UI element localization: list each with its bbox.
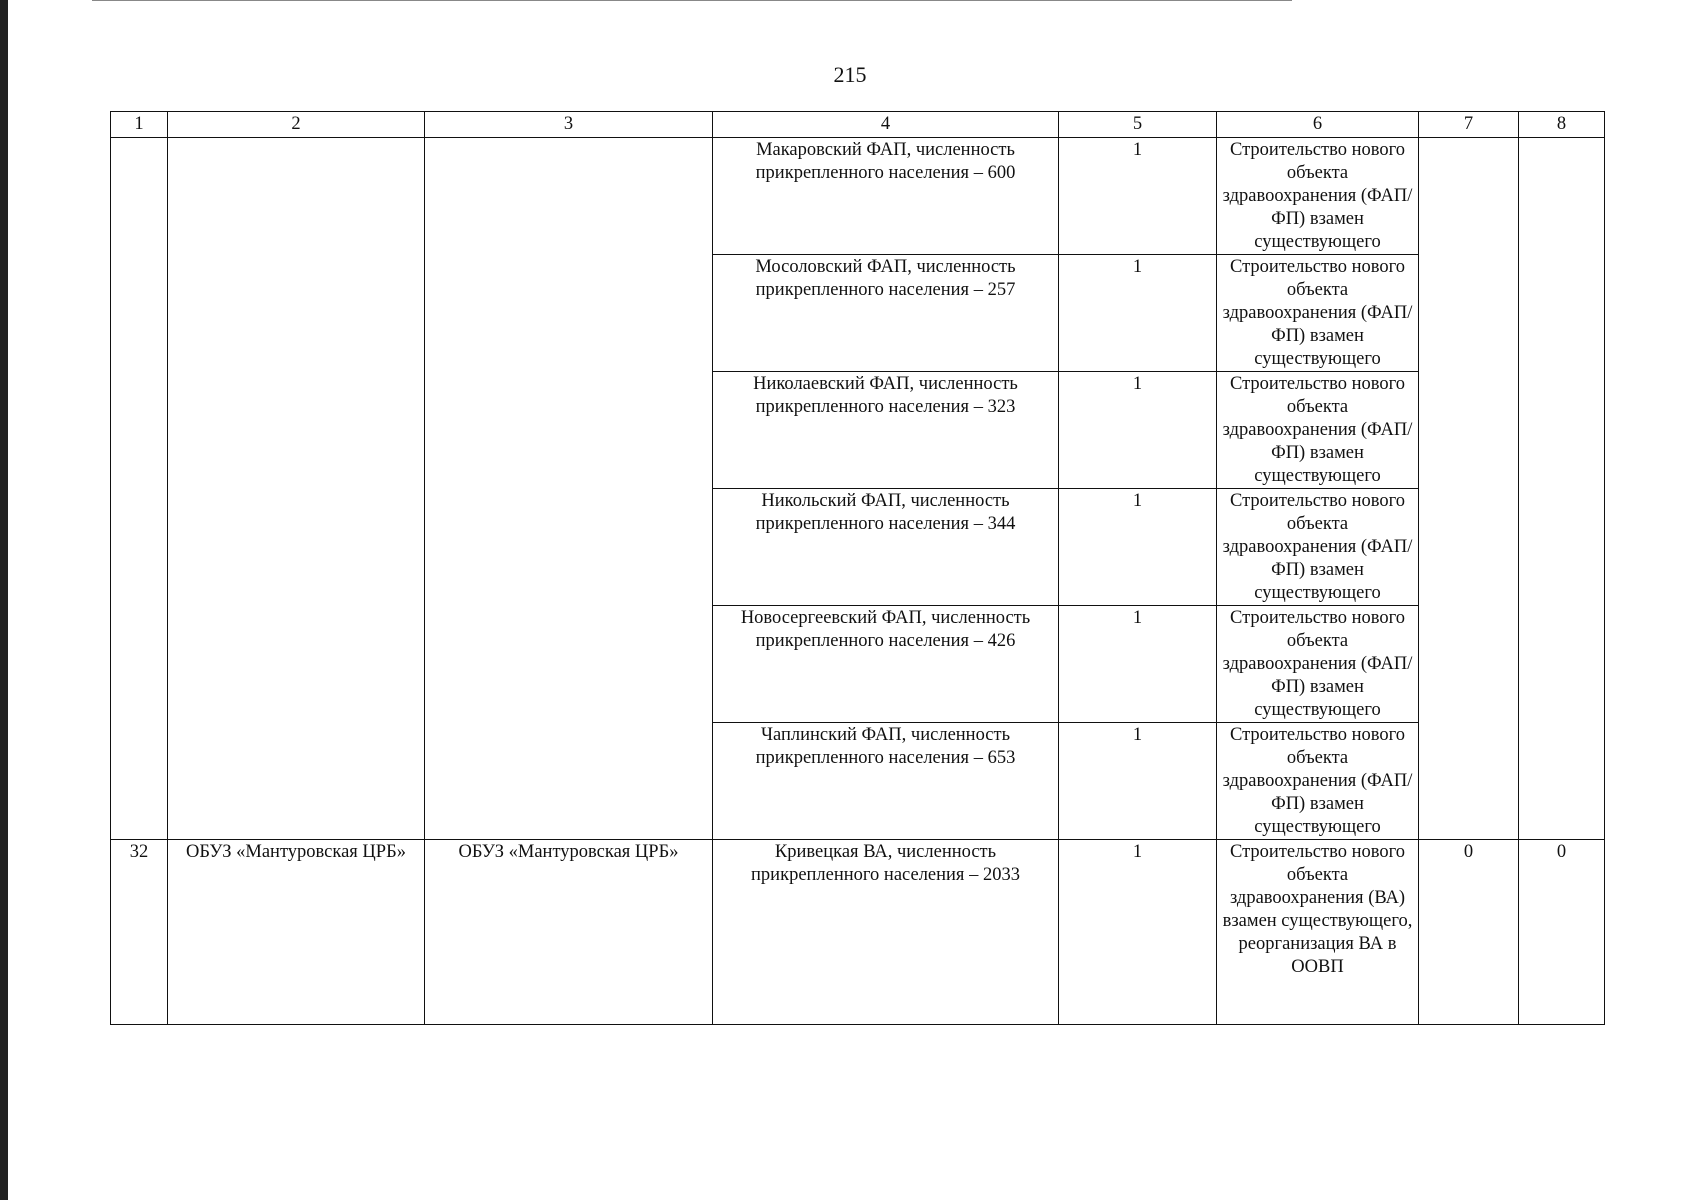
organization-cell: ОБУЗ «Мантуровская ЦРБ» — [168, 840, 425, 1025]
facility-cell: Николаевский ФАП, численность прикрепленного населения – 323 — [713, 372, 1059, 489]
facility-cell: Макаровский ФАП, численность прикрепленного населения – 600 — [713, 138, 1059, 255]
document-table — [110, 111, 1605, 1025]
table-header-row — [111, 112, 1605, 138]
facility-cell: Никольский ФАП, численность прикрепленного населения – 344 — [713, 489, 1059, 606]
header-cell: 5 — [1059, 112, 1217, 138]
count-cell: 1 — [1059, 489, 1217, 606]
header-cell: 1 — [111, 112, 168, 138]
organization-short-cell: ОБУЗ «Мантуровская ЦРБ» — [425, 840, 713, 1025]
header-cell: 2 — [168, 112, 425, 138]
col7-cell: 0 — [1419, 840, 1519, 1025]
empty-cell — [1419, 138, 1519, 840]
header-cell: 7 — [1419, 112, 1519, 138]
row-number-cell: 32 — [111, 840, 168, 1025]
empty-cell — [111, 138, 168, 840]
count-cell: 1 — [1059, 723, 1217, 840]
action-cell: Строительство нового объекта здравоохранения (ФАП/ФП) взамен существующего — [1217, 138, 1419, 255]
col8-cell: 0 — [1519, 840, 1605, 1025]
action-cell: Строительство нового объекта здравоохранения (ФАП/ФП) взамен существующего — [1217, 255, 1419, 372]
empty-cell — [168, 138, 425, 840]
top-rule — [92, 0, 1292, 1]
count-cell: 1 — [1059, 255, 1217, 372]
facility-cell: Новосергеевский ФАП, численность прикрепленного населения – 426 — [713, 606, 1059, 723]
header-cell: 4 — [713, 112, 1059, 138]
action-cell: Строительство нового объекта здравоохранения (ФАП/ФП) взамен существующего — [1217, 372, 1419, 489]
facility-cell: Кривецкая ВА, численность прикрепленного населения – 2033 — [713, 840, 1059, 1025]
empty-cell — [425, 138, 713, 840]
empty-cell — [1519, 138, 1605, 840]
action-cell: Строительство нового объекта здравоохранения (ФАП/ФП) взамен существующего — [1217, 489, 1419, 606]
header-cell: 6 — [1217, 112, 1419, 138]
table-row-32 — [111, 840, 1605, 1025]
header-cell: 8 — [1519, 112, 1605, 138]
count-cell: 1 — [1059, 372, 1217, 489]
count-cell: 1 — [1059, 138, 1217, 255]
action-cell: Строительство нового объекта здравоохранения (ФАП/ФП) взамен существующего — [1217, 606, 1419, 723]
facility-cell: Чаплинский ФАП, численность прикрепленного населения – 653 — [713, 723, 1059, 840]
facility-cell: Мосоловский ФАП, численность прикрепленного населения – 257 — [713, 255, 1059, 372]
header-cell: 3 — [425, 112, 713, 138]
scan-edge — [0, 0, 8, 1200]
action-cell: Строительство нового объекта здравоохранения (ВА) взамен существующего, реорганизация ВА в ООВП — [1217, 840, 1419, 1025]
page-number: 215 — [833, 62, 867, 87]
action-cell: Строительство нового объекта здравоохранения (ФАП/ФП) взамен существующего — [1217, 723, 1419, 840]
count-cell: 1 — [1059, 606, 1217, 723]
table-row — [111, 138, 1605, 255]
count-cell: 1 — [1059, 840, 1217, 1025]
